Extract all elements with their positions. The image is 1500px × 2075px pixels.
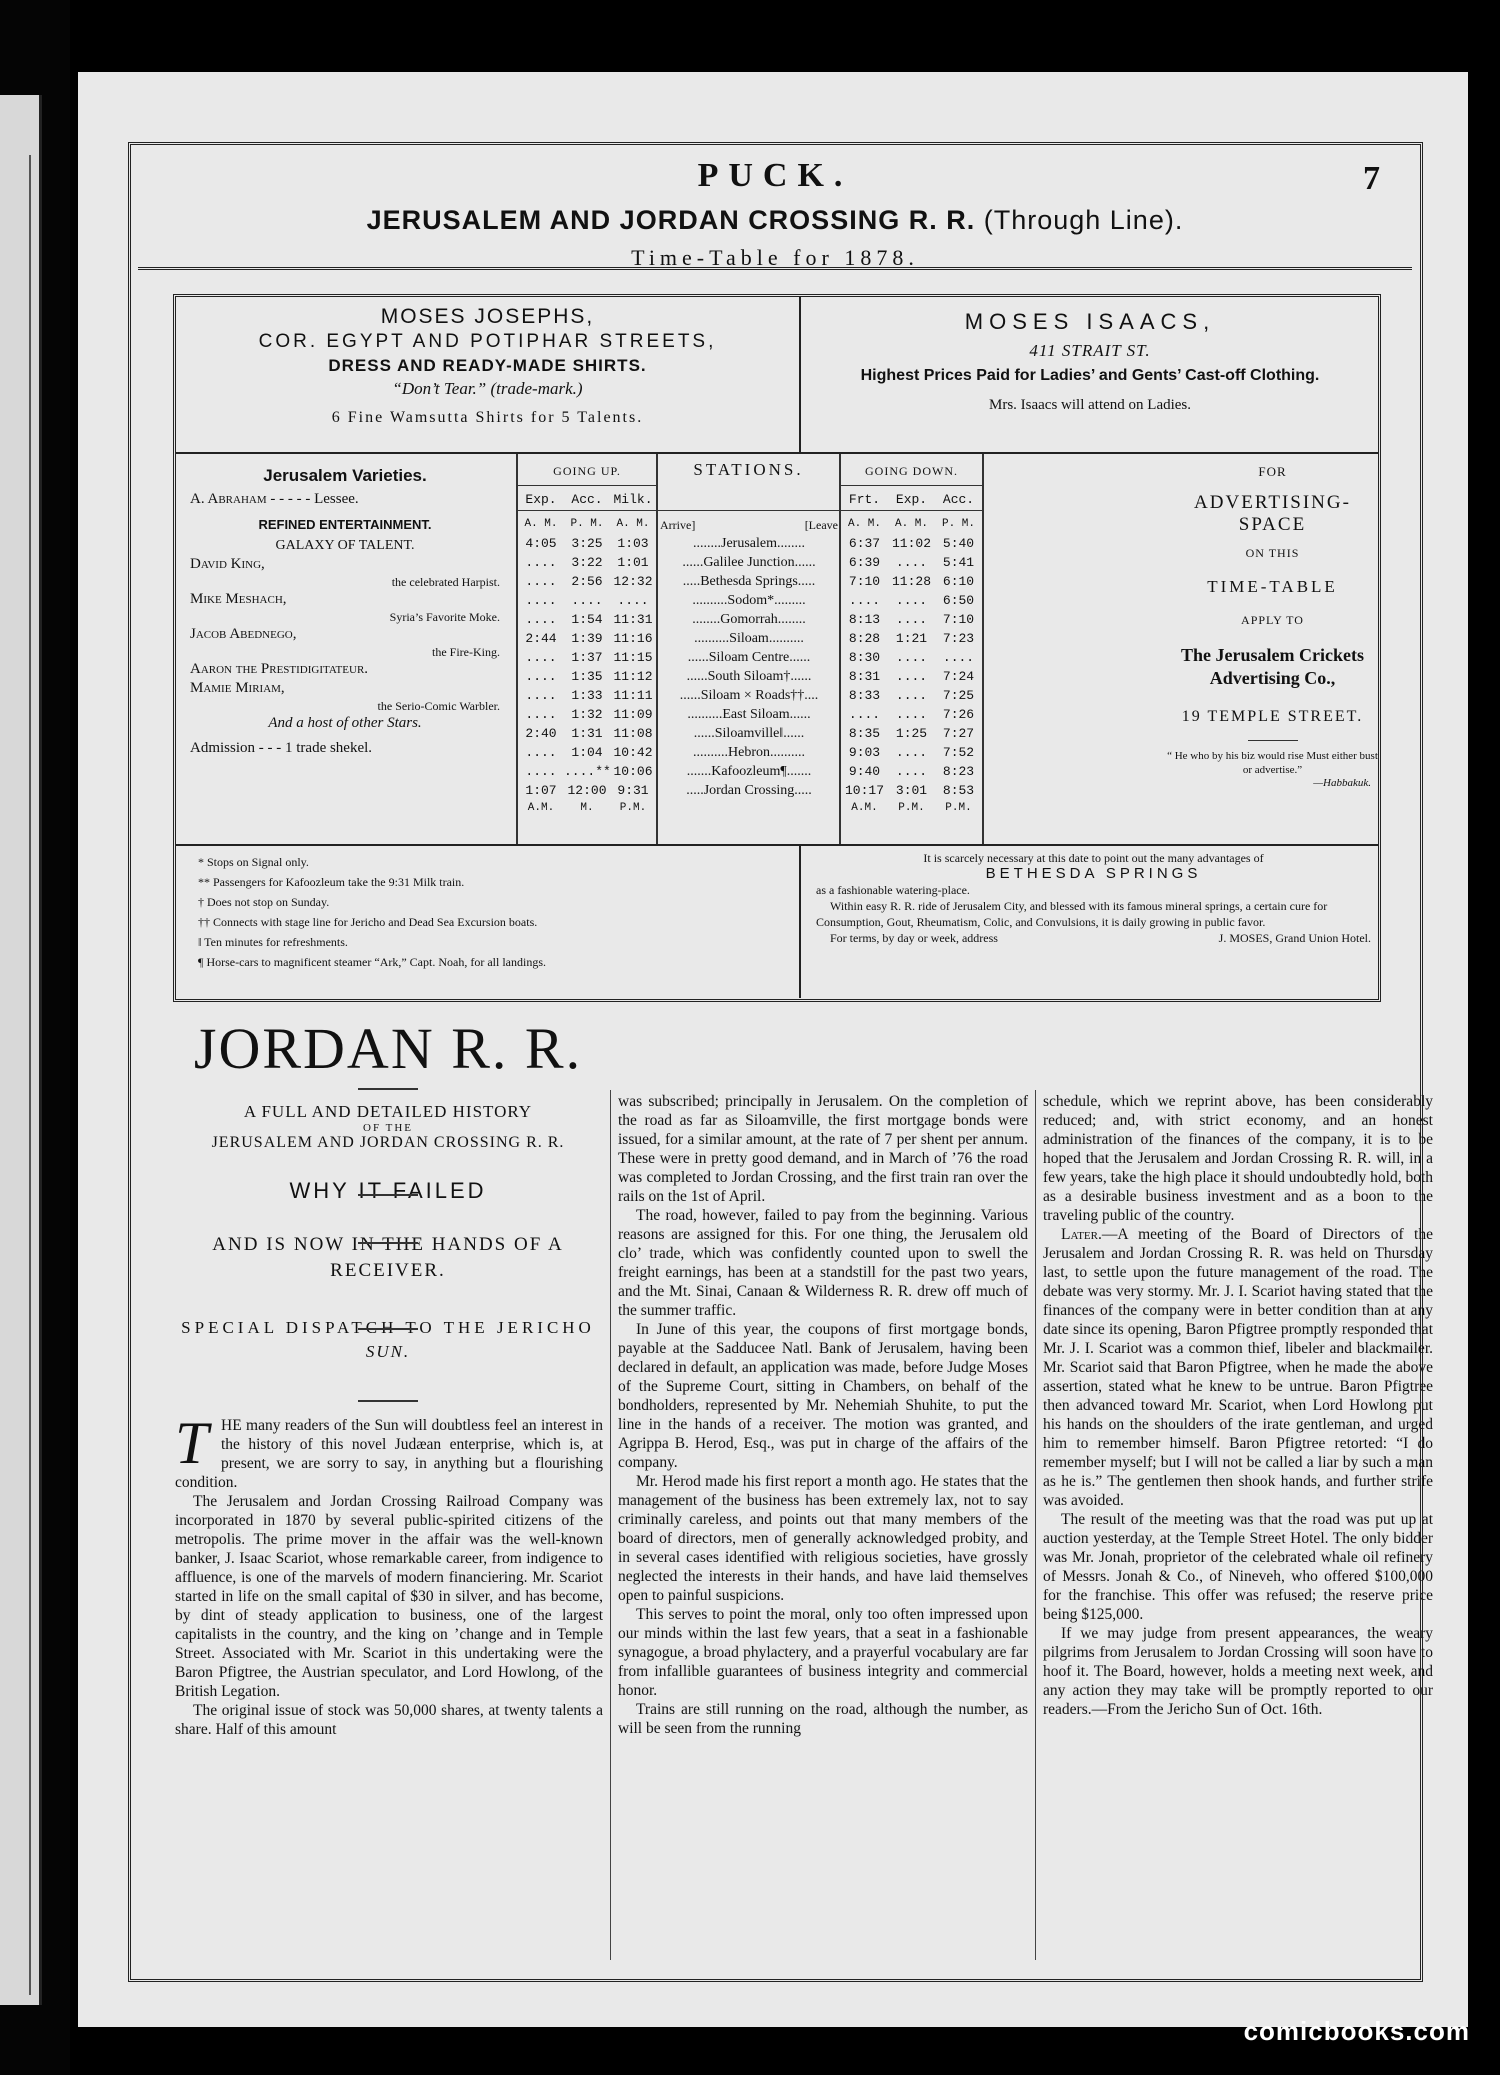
bethesda-line1: as a fashionable watering-place. xyxy=(816,883,970,897)
up-express-time: .... xyxy=(525,764,557,779)
article-sub3: JERUSALEM AND JORDAN CROSSING R. R. xyxy=(211,1134,565,1151)
up-accommodation-time: 1:37 xyxy=(571,650,603,665)
down-express-time: 11:28 xyxy=(891,574,931,589)
stations-heading: STATIONS. xyxy=(693,460,804,479)
down-freight-time: .... xyxy=(848,593,881,608)
up-milk-time: 11:12 xyxy=(613,669,653,684)
railroad-name: JERUSALEM AND JORDAN CROSSING R. R. xyxy=(366,205,976,235)
col-line xyxy=(982,454,984,844)
ad-space-for: FOR xyxy=(1258,464,1287,479)
down-express-time: .... xyxy=(895,593,928,608)
ad-space-street: 19 TEMPLE STREET. xyxy=(1181,708,1364,725)
down-freight-time: 9:03 xyxy=(848,745,881,760)
ad-space-on-this: ON THIS xyxy=(1245,546,1300,560)
col-line xyxy=(656,454,658,844)
up-express-time: .... xyxy=(525,593,557,608)
article-column-2 xyxy=(618,1092,1028,1738)
down-accommodation-time: 8:23 xyxy=(942,764,975,779)
varieties-title: Jerusalem Varieties. xyxy=(263,466,427,485)
down-accommodation-time: 7:23 xyxy=(942,631,975,646)
act-name: Mamie Miriam, xyxy=(190,680,285,696)
down-freight-time: 8:35 xyxy=(848,726,881,741)
col2-paragraph: This serves to point the moral, only too often impressed upon our minds within the last few years, that a seat in a fashionable synagogue, a broad phylactery, and a prayerful vocabulary are far from infallible guarantees of business integrity and commercial honor. xyxy=(618,1606,1028,1699)
down-express-time: .... xyxy=(895,612,928,627)
col2-paragraph: The road, however, failed to pay from the beginning. Various reasons are assigned for this. For one thing, the Jerusalem old clo’ trade, which was confidently counted upon to swell the freight earnings, has been at a standstill for the past two years, and the Mt. Sinai, Canaan & Wilderness R. R. drew off much of the summer traffic. xyxy=(618,1207,1028,1319)
arrive-label: Arrive] xyxy=(660,518,696,532)
down-express-time: .... xyxy=(895,764,928,779)
act-description: the celebrated Harpist. xyxy=(391,575,500,589)
down-freight-time: 7:10 xyxy=(848,574,881,589)
station-name: ..........Siloam.......... xyxy=(694,631,804,646)
up-milk-time: 11:15 xyxy=(613,650,653,665)
down-freight-time: 8:13 xyxy=(848,612,881,627)
up-milk-time: 10:06 xyxy=(613,764,653,779)
station-name: .....Jordan Crossing..... xyxy=(686,783,812,798)
down-freight-time: 10:17 xyxy=(844,783,884,798)
act-description: the Serio-Comic Warbler. xyxy=(377,699,500,713)
varieties-galaxy: GALAXY OF TALENT. xyxy=(275,538,415,553)
up-express-time: .... xyxy=(525,650,557,665)
heading-rule xyxy=(358,1400,418,1402)
ad-divider xyxy=(799,297,801,452)
ad-left-offer: 6 Fine Wamsutta Shirts for 5 Talents. xyxy=(331,409,644,426)
down-express-time: 1:21 xyxy=(895,631,928,646)
up-milk-time: 11:09 xyxy=(613,707,653,722)
up-milk-time: 11:31 xyxy=(613,612,653,627)
ad-space-apply: APPLY TO xyxy=(1241,613,1304,627)
lessee-name: A. Abraham xyxy=(190,491,267,507)
act-description: Syria’s Favorite Moke. xyxy=(389,610,500,624)
down-express-time: .... xyxy=(895,707,928,722)
article-column-1 xyxy=(175,1410,603,1739)
up-express-time: 2:40 xyxy=(525,726,557,741)
magazine-page xyxy=(78,72,1468,2027)
title-rule xyxy=(358,1088,418,1090)
col1-paragraph: HE many readers of the Sun will doubtless feel an interest in the history of this novel Judæan enterprise, which is, at present, we are sorry to say, in anything but a flourishing condition. xyxy=(175,1417,603,1491)
bethesda-terms: For terms, by day or week, address xyxy=(830,931,998,945)
down-express-time: 1:25 xyxy=(895,726,928,741)
down-express-time: .... xyxy=(895,688,928,703)
up-milk-time: 1:03 xyxy=(617,536,649,551)
bethesda-terms-row xyxy=(816,930,1371,946)
dispatch-paper: SUN. xyxy=(365,1342,411,1361)
up-express-time: .... xyxy=(525,745,557,760)
col2-paragraph: In June of this year, the coupons of first mortgage bonds, payable at the Sadducee Natl. Bank of Jerusalem, having been declared in default, an application was made, before Judge Moses of the Supreme Court, sitting in Chambers, on behalf of the bondholders, represented by Mr. Nehemiah Shuhite, to put the line in the hands of a receiver. The motion was granted, and Agrippa B. Herod, Esq., was put in charge of the affairs of the company. xyxy=(618,1321,1028,1471)
lessee-dashes: - - - - - xyxy=(270,491,311,507)
meridiem-label: M. xyxy=(580,802,594,814)
station-name: ......Siloam Centre...... xyxy=(687,650,811,665)
station-name: ..........Sodom*......... xyxy=(692,593,806,608)
station-name: ......Siloam × Roads††.... xyxy=(679,688,819,703)
ad-left-slogan: “Don’t Tear.” (trade-mark.) xyxy=(392,379,583,398)
col1-paragraph: The Jerusalem and Jordan Crossing Railroad Company was incorporated in 1870 by several public-spirited citizens of the metropolis. The prime mover in the affair was the well-known banker, J. Isaac Scariot, whose remarkable career, from indigence to affluence, is one of the marvels of modern financiering. Mr. Scariot started in life on the small capital of $30 in silver, and has become, by dint of steady application to business, one of the largest capitalists in the country, and the king on ’change and in Temple Street. Associated with Mr. Scariot in this undertaking were the Baron Pfigtree, the Austrian speculator, and Lord Howlong, of the British Legation. xyxy=(175,1493,603,1700)
down-accommodation-time: 8:53 xyxy=(942,783,975,798)
article-why: WHY IT FAILED xyxy=(289,1178,487,1203)
going-down-heading: GOING DOWN. xyxy=(865,464,958,478)
ad-right-offer: Highest Prices Paid for Ladies’ and Gents’ Cast-off Clothing. xyxy=(860,367,1320,384)
up-milk-time: 10:42 xyxy=(613,745,653,760)
ad-space-heading: ADVERTISING-SPACE xyxy=(1194,492,1351,535)
down-express-time: .... xyxy=(895,555,928,570)
station-name: ......Galilee Junction...... xyxy=(682,555,816,570)
varieties-refined: REFINED ENTERTAINMENT. xyxy=(258,517,432,532)
heading-rule xyxy=(358,1328,418,1330)
up-accommodation-time: 1:32 xyxy=(571,707,603,722)
ad-left-address: COR. EGYPT AND POTIPHAR STREETS, xyxy=(258,331,717,352)
up-express-time: 4:05 xyxy=(525,536,557,551)
going-down-column-header: Acc. xyxy=(942,492,975,507)
meridiem-label: P.M. xyxy=(945,802,972,814)
station-name: .....Bethesda Springs..... xyxy=(682,574,816,589)
advertising-space-ad xyxy=(1164,454,1381,789)
article-sub2: OF THE xyxy=(363,1122,413,1134)
down-accommodation-time: 7:26 xyxy=(942,707,975,722)
col3-paragraph: If we may judge from present appearances, the weary pilgrims from Jerusalem to Jordan Crossing will soon have to hoof it. The Board, however, holds a meeting next week, and any action they may take will be promptly reported to our readers.—From the Jericho Sun of Oct. 16th. xyxy=(1043,1625,1433,1718)
publication-title: PUCK. xyxy=(697,157,853,194)
col3-later-paragraph xyxy=(1043,1225,1433,1510)
up-accommodation-time: .... xyxy=(571,593,603,608)
dispatch-text: SPECIAL DISPATCH TO THE JERICHO xyxy=(181,1318,595,1337)
down-express-time: 3:01 xyxy=(895,783,928,798)
act-name: Jacob Abednego, xyxy=(190,626,297,642)
down-accommodation-time: 5:40 xyxy=(942,536,975,551)
up-milk-time: 1:01 xyxy=(617,555,649,570)
station-name: ........Jerusalem........ xyxy=(693,536,805,551)
footnote: ¶ Horse-cars to magnificent steamer “Ark,” Capt. Noah, for all landings. xyxy=(198,955,546,969)
up-accommodation-time: 3:22 xyxy=(571,555,603,570)
ad-moses-josephs xyxy=(176,297,799,452)
lessee-label: Lessee. xyxy=(314,491,359,507)
down-accommodation-time: .... xyxy=(942,650,975,665)
meridiem-label: P.M. xyxy=(619,802,647,814)
footnote: * Stops on Signal only. xyxy=(198,855,309,869)
down-accommodation-time: 7:10 xyxy=(942,612,975,627)
act-name: Mike Meshach, xyxy=(190,591,287,607)
ad-space-timetable: TIME-TABLE xyxy=(1207,577,1338,596)
up-milk-time: 12:32 xyxy=(613,574,653,589)
station-name: ......South Siloam†...... xyxy=(686,669,812,684)
station-name: .......Kafoozleum¶....... xyxy=(686,764,812,779)
up-express-time: .... xyxy=(525,612,557,627)
up-express-time: .... xyxy=(525,707,557,722)
act-name: Aaron the Prestidigitateur. xyxy=(190,661,369,677)
bethesda-name: BETHESDA SPRINGS xyxy=(985,865,1202,882)
varieties-admission: Admission - - - 1 trade shekel. xyxy=(190,740,373,756)
down-freight-time: 8:33 xyxy=(848,688,881,703)
heading-rule xyxy=(358,1242,418,1244)
up-express-time: 2:44 xyxy=(525,631,557,646)
subhead-rule xyxy=(518,510,982,511)
act-description: the Fire-King. xyxy=(432,645,500,659)
up-accommodation-time: 1:54 xyxy=(571,612,603,627)
up-express-time: .... xyxy=(525,688,557,703)
article-headings xyxy=(173,1092,603,1364)
up-milk-time: 11:11 xyxy=(613,688,653,703)
station-name: ..........Hebron.......... xyxy=(693,745,805,760)
down-express-time: .... xyxy=(895,650,928,665)
varieties-lessee xyxy=(190,490,500,509)
ad-space-rule xyxy=(1248,740,1298,741)
down-express-time: .... xyxy=(895,669,928,684)
previous-page-edge xyxy=(0,95,42,2005)
down-accommodation-time: 7:27 xyxy=(942,726,975,741)
going-up-column-header: Milk. xyxy=(613,492,653,507)
ad-moses-isaacs xyxy=(802,297,1378,452)
ad-space-company: The Jerusalem Crickets Advertising Co., xyxy=(1181,645,1364,688)
drop-cap: T xyxy=(175,1410,209,1476)
bethesda-ad xyxy=(816,850,1371,946)
down-accommodation-time: 6:50 xyxy=(942,593,975,608)
going-up-column-header: Exp. xyxy=(525,492,557,507)
footnote: ** Passengers for Kafoozleum take the 9:31 Milk train. xyxy=(198,875,465,889)
up-accommodation-time: 1:39 xyxy=(571,631,603,646)
article-title: JORDAN R. R. xyxy=(193,1016,583,1081)
article-sub1: A FULL AND DETAILED HISTORY xyxy=(243,1102,533,1121)
down-accommodation-time: 7:24 xyxy=(942,669,975,684)
ad-space-quote: “ He who by his biz would rise Must either bust or advertise.” xyxy=(1167,750,1378,776)
up-milk-time: .... xyxy=(617,593,649,608)
meridiem-label: A. M. xyxy=(616,518,650,530)
ad-right-address: 411 STRAIT ST. xyxy=(1029,341,1151,360)
down-freight-time: .... xyxy=(848,707,881,722)
going-up-rule xyxy=(518,485,656,486)
footnote: †† Connects with stage line for Jericho and Dead Sea Excursion boats. xyxy=(198,915,538,929)
station-name: ..........East Siloam...... xyxy=(687,707,811,722)
varieties-ad xyxy=(190,466,500,758)
heading-rule xyxy=(358,1194,418,1196)
timetable-box xyxy=(173,294,1381,1002)
ad-left-name: MOSES JOSEPHS, xyxy=(380,305,595,328)
ad-right-note: Mrs. Isaacs will attend on Ladies. xyxy=(988,397,1192,413)
timetable-subtitle: Time-Table for 1878. xyxy=(631,245,919,270)
col3-paragraph: The result of the meeting was that the road was put up at auction yesterday, at the Temple Street Hotel. The only bidder was Mr. Jonah, proprietor of the celebrated whale oil refinery of Messrs. Jonah & Co., of Nineveh, who offered $100,000 for the franchise. This offer was refused; the reserve price being $125,000. xyxy=(1043,1511,1433,1623)
up-accommodation-time: 2:56 xyxy=(571,574,603,589)
going-down-rule xyxy=(841,485,982,486)
down-accommodation-time: 5:41 xyxy=(942,555,975,570)
going-up-heading: GOING UP. xyxy=(553,464,621,478)
up-milk-time: 11:16 xyxy=(613,631,653,646)
col3-paragraph: schedule, which we reprint above, has been considerably reduced; and, with strict economy, and an honest administration of the finances of the company, it is to be hoped that the Jerusalem and Jordan Crossing R. R. will, in a few years, take the high place it should undoubtedly hold, both as a desirable business investment and as a boon to the traveling public of the country. xyxy=(1043,1093,1433,1224)
previous-page-rule xyxy=(29,155,31,1995)
act-name: David King, xyxy=(190,556,265,572)
up-express-time: .... xyxy=(525,574,557,589)
article-dispatch xyxy=(173,1316,603,1364)
up-accommodation-time: 1:31 xyxy=(571,726,603,741)
footnote: † Does not stop on Sunday. xyxy=(198,895,330,909)
column-separator xyxy=(1035,1090,1036,1960)
down-accommodation-time: 7:25 xyxy=(942,688,975,703)
up-milk-time: 11:08 xyxy=(613,726,653,741)
up-accommodation-time: 12:00 xyxy=(567,783,607,798)
down-accommodation-time: 6:10 xyxy=(942,574,975,589)
down-express-time: 11:02 xyxy=(891,536,931,551)
railroad-title xyxy=(130,205,1420,236)
watermark: comicbooks.com xyxy=(1243,2016,1470,2046)
schedule-table xyxy=(176,454,1378,844)
notes-rule xyxy=(176,844,1378,846)
meridiem-label: A. M. xyxy=(894,518,928,530)
meridiem-label: A.M. xyxy=(851,802,878,814)
down-freight-time: 6:39 xyxy=(848,555,881,570)
varieties-acts xyxy=(190,555,500,714)
going-down-column-header: Exp. xyxy=(895,492,928,507)
col2-paragraph: Trains are still running on the road, although the number, as will be seen from the running xyxy=(618,1701,1028,1737)
later-text: —A meeting of the Board of Directors of the Jerusalem and Jordan Crossing R. R. was held on Thursday last, to settle upon the future management of the road. The debate was very stormy. Mr. J. I. Scariot having stated that the finances of the company were in better condition than at any date since its opening, Baron Pfigtree promptly responded that Mr. J. I. Scariot was a common thief, libeler and blackmailer. Mr. Scariot said that Baron Pfigtree, when he made the above assertion, stated what he knew to be untrue. Baron Pfigtree then advanced toward Mr. Scariot, when Lord Howlong put his hands on the shoulders of the irate gentleman, and urged him to remember himself. Baron Pfigtree retorted: “I do remember myself; but I will not be called a liar by such a man as he is.” The gentlemen then shook hands, and further strife was avoided. xyxy=(1043,1226,1433,1509)
going-down-column-header: Frt. xyxy=(848,492,881,507)
up-accommodation-time: 1:04 xyxy=(571,745,603,760)
station-name: ......Siloamville‖...... xyxy=(693,726,805,741)
leave-label: [Leave xyxy=(804,518,838,532)
railroad-title-suffix: (Through Line). xyxy=(983,205,1184,235)
down-freight-time: 8:31 xyxy=(848,669,881,684)
article-hands: AND IS NOW IN THE HANDS OF A RECEIVER. xyxy=(212,1234,564,1281)
meridiem-label: P.M. xyxy=(898,802,925,814)
varieties-host: And a host of other Stars. xyxy=(268,715,422,731)
bethesda-line2: Within easy R. R. ride of Jerusalem City, and blessed with its famous mineral springs, a certain cure for Consumption, Gout, Rheumatism, Colic, and Convulsions, it is daily growing in public favor. xyxy=(816,899,1328,929)
footnotes xyxy=(198,852,778,972)
meridiem-label: P. M. xyxy=(570,518,604,530)
down-freight-time: 8:28 xyxy=(848,631,881,646)
bethesda-contact: J. MOSES, Grand Union Hotel. xyxy=(1218,931,1371,945)
col2-paragraph: was subscribed; principally in Jerusalem. On the completion of the road as far as Siloamville, the first mortgage bonds were issued, for a similar amount, at the rate of 7 per shent per annum. These were in pretty good demand, and in March of ’76 the road was completed to Jordan Crossing, and the first train ran over the rails on the 1st of April. xyxy=(618,1093,1028,1205)
up-accommodation-time: ....** xyxy=(564,764,611,779)
up-express-time: .... xyxy=(525,669,557,684)
up-accommodation-time: 1:35 xyxy=(571,669,603,684)
col1-paragraph: The original issue of stock was 50,000 shares, at twenty talents a share. Half of this amount xyxy=(175,1702,603,1738)
bethesda-intro: It is scarcely necessary at this date to point out the many advantages of xyxy=(923,851,1264,865)
meridiem-label: P. M. xyxy=(941,518,975,530)
column-separator xyxy=(610,1090,611,1960)
up-accommodation-time: 3:25 xyxy=(571,536,603,551)
down-express-time: .... xyxy=(895,745,928,760)
ad-left-goods: DRESS AND READY-MADE SHIRTS. xyxy=(328,356,647,375)
down-freight-time: 6:37 xyxy=(848,536,881,551)
meridiem-label: A. M. xyxy=(847,518,881,530)
ad-space-attribution: —Habbakuk. xyxy=(1313,777,1371,789)
station-name: ........Gomorrah........ xyxy=(692,612,806,627)
down-freight-time: 8:30 xyxy=(848,650,881,665)
going-up-column-header: Acc. xyxy=(571,492,603,507)
ad-right-name: MOSES ISAACS, xyxy=(964,309,1216,334)
notes-divider xyxy=(799,846,801,998)
later-label: Later. xyxy=(1061,1226,1102,1243)
up-express-time: .... xyxy=(525,555,557,570)
col2-paragraph: Mr. Herod made his first report a month ago. He states that the management of the business has been extremely lax, not to say criminally careless, and points out that many members of the board of directors, men of generally acknowledged probity, and in several cases identified with religious societies, have grossly neglected the interests in their hands, and have laid themselves open to painful suspicions. xyxy=(618,1473,1028,1604)
up-accommodation-time: 1:33 xyxy=(571,688,603,703)
footnote: ‖ Ten minutes for refreshments. xyxy=(198,935,348,949)
down-accommodation-time: 7:52 xyxy=(942,745,975,760)
article-column-3 xyxy=(1043,1092,1433,1719)
up-milk-time: 9:31 xyxy=(617,783,649,798)
meridiem-label: A.M. xyxy=(527,802,555,814)
meridiem-label: A. M. xyxy=(524,518,558,530)
page-number: 7 xyxy=(1363,160,1380,197)
up-express-time: 1:07 xyxy=(525,783,557,798)
down-freight-time: 9:40 xyxy=(848,764,881,779)
